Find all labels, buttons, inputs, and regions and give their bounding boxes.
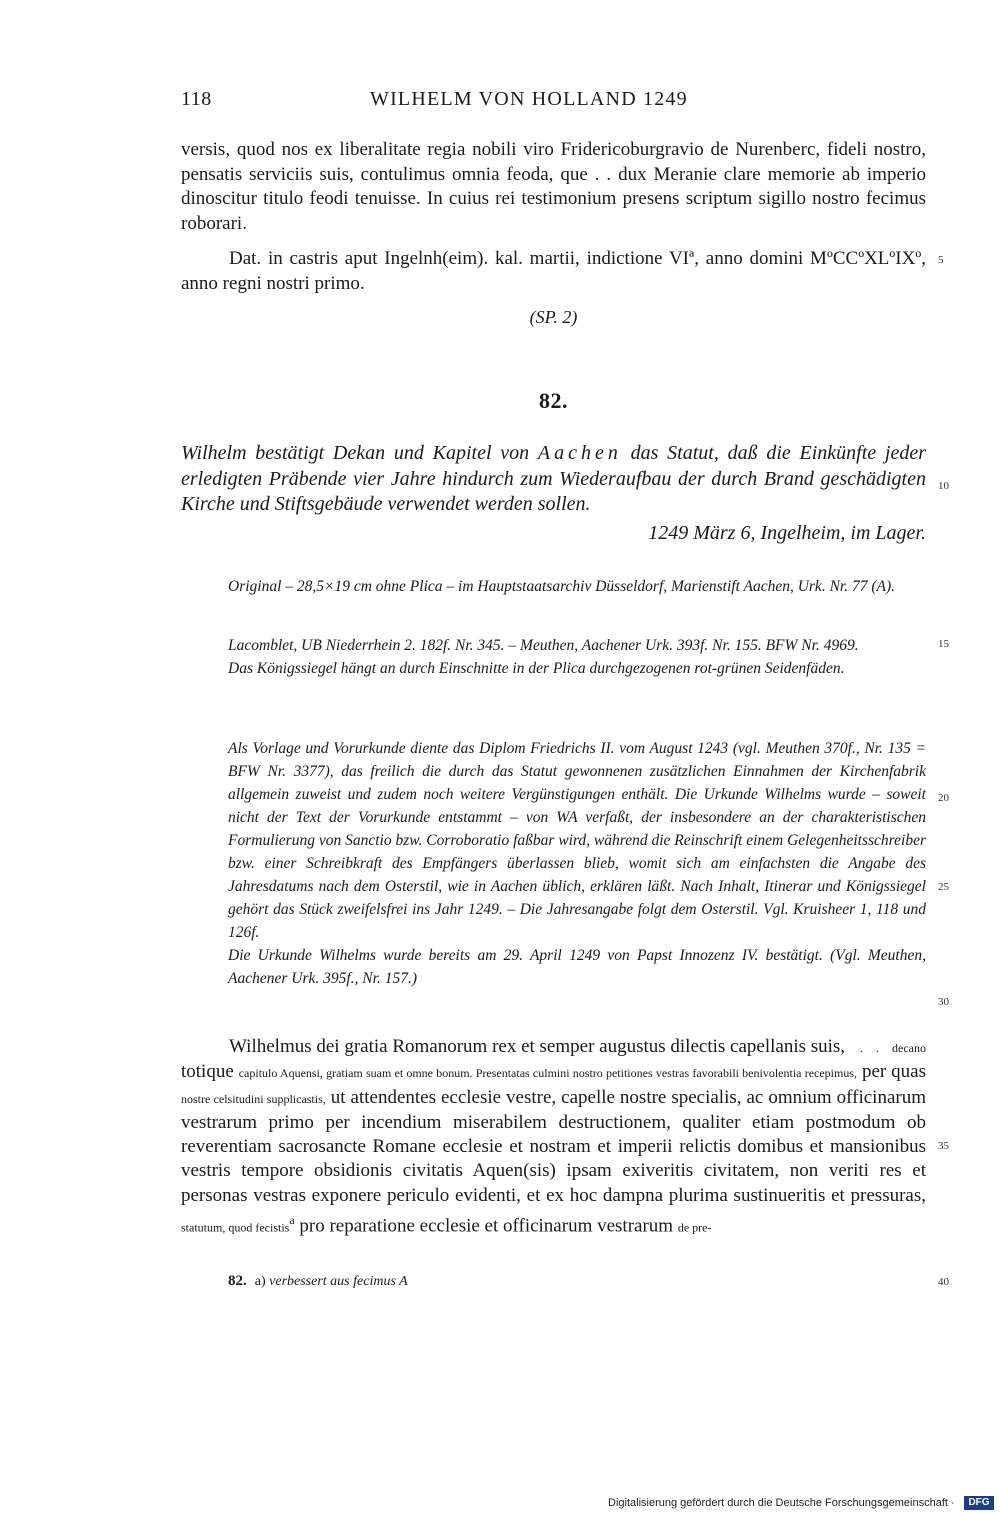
document-number: 82. (539, 388, 568, 413)
dateline: 1249 März 6, Ingelheim, im Lager. (648, 522, 926, 544)
footnote-doc-number: 82. (228, 1273, 247, 1289)
text-totique: totique (181, 1061, 234, 1083)
text-address: capitulo Aquensi, gratiam suam et omne bonum. Presentatas culmini nostro petitiones vestras favorabili benivolentia recepimus, (238, 1066, 858, 1081)
line-number: 40 (938, 1276, 949, 1288)
dfg-logo: DFG (964, 1496, 994, 1510)
line-number: 10 (938, 480, 949, 492)
text-supplicastis: nostre celsitudini supplicastis, (181, 1091, 326, 1106)
regest-after: das Statut, daß die Einkünfte jeder erledigten Präbende vier Jahre hindurch zum Wiederaufbau der durch Brand geschädigten Kirche und Stiftsgebäude verwendet werden sollen. (181, 442, 926, 515)
text-statutum: statutum, quod fecistis (181, 1220, 290, 1235)
footnote (228, 1273, 408, 1290)
line-number: 30 (938, 996, 949, 1008)
original-description: Original – 28,5×19 cm ohne Plica – im Hauptstaatsarchiv Düsseldorf, Marienstift Aachen, Urk. Nr. 77 (A). (228, 578, 896, 595)
charter-text (181, 1035, 926, 1240)
text-de-pre: de pre- (677, 1220, 712, 1235)
previous-document-text (181, 138, 926, 236)
regest (181, 441, 926, 518)
commentary: Als Vorlage und Vorurkunde diente das Diplom Friedrichs II. vom August 1243 (vgl. Meuthen 370f., Nr. 135 = BFW Nr. 3377), das freilich die durch das Statut gewonnenen zusätzlichen Einnahmen der Kirchenfabrik allgemein zuweist und zudem noch weitere Vergünstigungen enthält. Die Urkunde Wilhelms wurde – soweit nicht der Text der Vorurkunde entstammt – von WA verfaßt, der insbesondere an der charakteristischen Formulierung von Sanctio bzw. Corroboratio faßbar wird, während die Reinschrift einem Gelegenheitsschreiber bzw. einer Schreibkraft des Empfängers überlassen blieb, womit sich am einfachsten die Angabe des Jahresdatums nach dem Osterstil, wie in Aachen üblich, erklären läßt. Nach Inhalt, Itinerar und Königssiegel gehört das Stück zweifelsfrei ins Jahr 1249. – Die Jahresangabe folgt dem Osterstil. Vgl. Kruisheer 1, 118 und 126f. (228, 740, 926, 941)
line-number: 15 (938, 638, 949, 650)
digitization-credit: Digitalisierung gefördert durch die Deutsche Forschungsgemeinschaft · (608, 1497, 955, 1509)
apparatus-literature (228, 634, 926, 680)
footnote-text: verbessert aus fecimus A (269, 1274, 408, 1289)
papal-confirmation: Die Urkunde Wilhelms wurde bereits am 29. April 1249 von Papst Innozenz IV. bestätigt. (Vgl. Meuthen, Aachener Urk. 395f., Nr. 157.) (228, 947, 926, 987)
running-title: WILHELM VON HOLLAND 1249 (370, 88, 688, 110)
line-number: 35 (938, 1140, 949, 1152)
line-number: 5 (938, 254, 944, 266)
line-number: 20 (938, 792, 949, 804)
seal-note: (SP. 2) (529, 307, 578, 327)
text-line-1: Wilhelmus dei gratia Romanorum rex et semper augustus dilectis capellanis suis, (229, 1036, 846, 1057)
footnote-marker: a (289, 1213, 295, 1228)
previous-document-paragraph: versis, quod nos ex liberalitate regia nobili viro Fridericoburgravio de Nurenberc, fideli nostro, pensatis serviciis suis, contulimus omnia feoda, que . . dux Meranie clare memorie ab imperio dinoscitur titulo feodi tenuisse. In cuius rei testimonium presens scriptum sigillo nostro fecimus roborari. (181, 139, 926, 234)
dating-clause: Dat. in castris aput Ingelnh(eim). kal. martii, indictione VIª, anno domini MºCCºXLºIXº, anno regni nostri primo. (181, 248, 926, 294)
text-per-quas: per quas (861, 1061, 927, 1083)
previous-document-date (181, 247, 926, 296)
page-number: 118 (181, 88, 212, 110)
apparatus-commentary (228, 737, 926, 990)
text-reparatione: pro reparatione ecclesie et officinarum vestrarum (299, 1215, 674, 1237)
regest-before: Wilhelm bestätigt Dekan und Kapitel von (181, 442, 530, 464)
apparatus-original (228, 575, 926, 598)
literature: Lacomblet, UB Niederrhein 2. 182f. Nr. 345. – Meuthen, Aachener Urk. 393f. Nr. 155. BFW Nr. 4969. (228, 637, 859, 654)
regest-place: Aachen (537, 442, 622, 464)
text-decano: . . decano (859, 1041, 927, 1055)
footnote-letter: a) (254, 1274, 266, 1289)
text-narration: ut attendentes ecclesie vestre, capelle nostre specialis, ac omnium officinarum vestrarum primo per incendium miserabilem destructionem, qualiter etiam postmodum ob reverentiam sacrosancte Romane ecclesie et nostram et imperii relictis domibus et mansionibus vestris tempore obsidionis civitatis Aquen(sis) ipsam exiveritis civitatem, non veriti res et personas vestras exponere periculo evidenti, et ex hoc dampna plurima sustinueritis et pressuras, (181, 1086, 926, 1206)
line-number: 25 (938, 881, 949, 893)
seal-description: Das Königssiegel hängt an durch Einschnitte in der Plica durchgezogenen rot-grünen Seidenfäden. (228, 660, 845, 677)
